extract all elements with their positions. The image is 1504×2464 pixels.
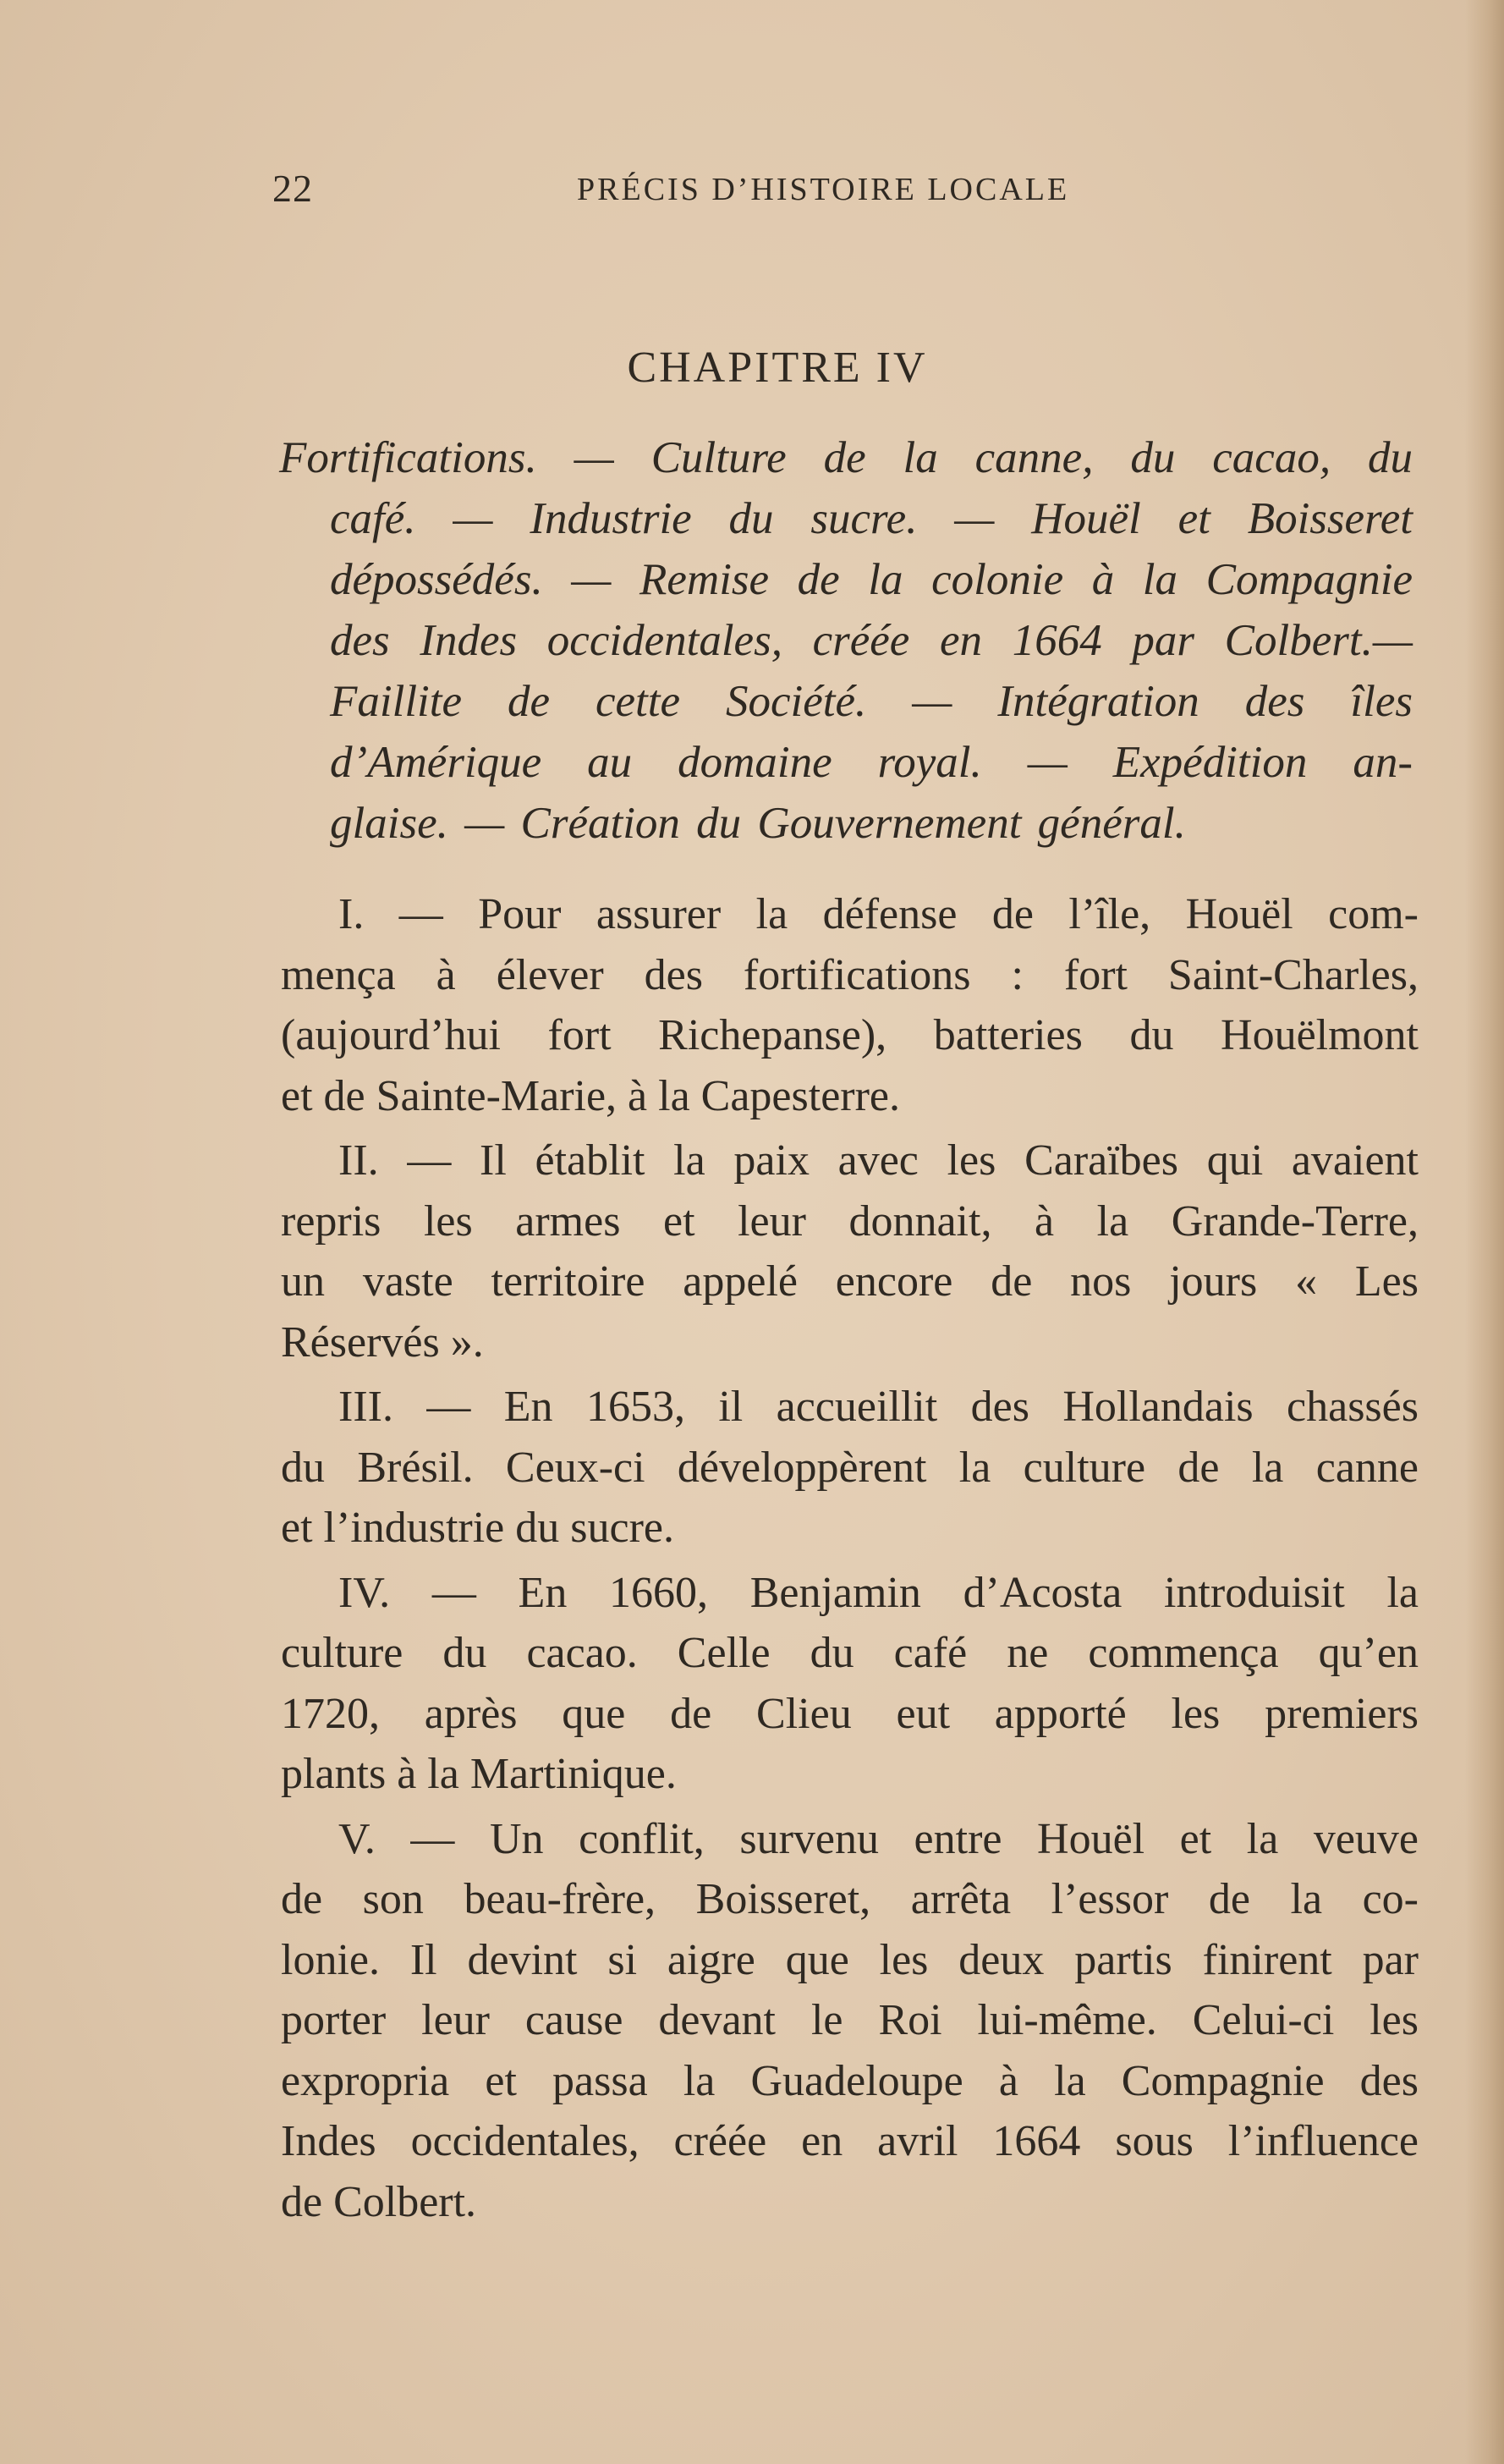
summary-line: café. — Industrie du sucre. — Houël et Boisseret <box>330 494 1413 543</box>
paragraph-3 <box>281 1377 1419 1559</box>
running-title: PRÉCIS D’HISTOIRE LOCALE <box>577 172 1070 207</box>
text-line: un vaste territoire appelé encore de nos jours « Les <box>281 1257 1419 1306</box>
paragraph-2 <box>281 1130 1419 1372</box>
summary-line: des Indes occidentales, créée en 1664 par Colbert.— <box>330 616 1413 665</box>
text-line: repris les armes et leur donnait, à la Grande-Terre, <box>281 1196 1419 1246</box>
paragraph-1 <box>281 884 1419 1126</box>
summary-line: glaise. — Création du Gouvernement général. <box>330 799 1186 848</box>
text-line: V. — Un conflit, survenu entre Houël et la veuve <box>338 1814 1419 1863</box>
text-line: et l’industrie du sucre. <box>281 1504 674 1552</box>
text-line: culture du cacao. Celle du café ne commença qu’en <box>281 1629 1419 1677</box>
summary-line: Fortifications. — Culture de la canne, du cacao, du <box>279 433 1413 482</box>
chapter-summary <box>279 427 1413 854</box>
paragraph-5 <box>281 1809 1419 2233</box>
text-line: III. — En 1653, il accueillit des Hollandais chassés <box>338 1383 1419 1431</box>
text-line: expropria et passa la Guadeloupe à la Compagnie des <box>281 2056 1419 2105</box>
page-number: 22 <box>272 167 313 210</box>
text-line: II. — Il établit la paix avec les Caraïbes qui avaient <box>338 1136 1419 1185</box>
summary-line: d’Amérique au domaine royal. — Expédition an- <box>330 738 1413 787</box>
text-line: lonie. Il devint si aigre que les deux partis finirent par <box>281 1935 1419 1984</box>
text-line: mença à élever des fortifications : fort Saint-Charles, <box>281 950 1419 999</box>
text-line: Indes occidentales, créée en avril 1664 sous l’influence <box>281 2117 1419 2165</box>
text-line: de son beau-frère, Boisseret, arrêta l’essor de la co- <box>281 1875 1419 1923</box>
text-line: porter leur cause devant le Roi lui-même. Celui-ci les <box>281 1996 1419 2044</box>
text-line: I. — Pour assurer la défense de l’île, Houël com- <box>338 890 1419 938</box>
body-text <box>281 884 1419 2232</box>
running-head <box>272 166 1118 217</box>
summary-line: Faillite de cette Société. — Intégration des îles <box>330 677 1413 726</box>
text-line: (aujourd’hui fort Richepanse), batteries du Houëlmont <box>281 1011 1419 1059</box>
paragraph-4 <box>281 1563 1419 1805</box>
text-line: 1720, après que de Clieu eut apporté les premiers <box>281 1689 1419 1738</box>
chapter-title: CHAPITRE IV <box>627 344 928 392</box>
summary-line: dépossédés. — Remise de la colonie à la Compagnie <box>330 555 1413 604</box>
text-line: Réservés ». <box>281 1317 484 1367</box>
text-line: de Colbert. <box>281 2177 477 2226</box>
text-line: et de Sainte-Marie, à la Capesterre. <box>281 1071 900 1120</box>
text-line: IV. — En 1660, Benjamin d’Acosta introduisit la <box>338 1568 1419 1617</box>
text-line: du Brésil. Ceux-ci développèrent la culture de la canne <box>281 1443 1419 1492</box>
text-line: plants à la Martinique. <box>281 1750 677 1798</box>
